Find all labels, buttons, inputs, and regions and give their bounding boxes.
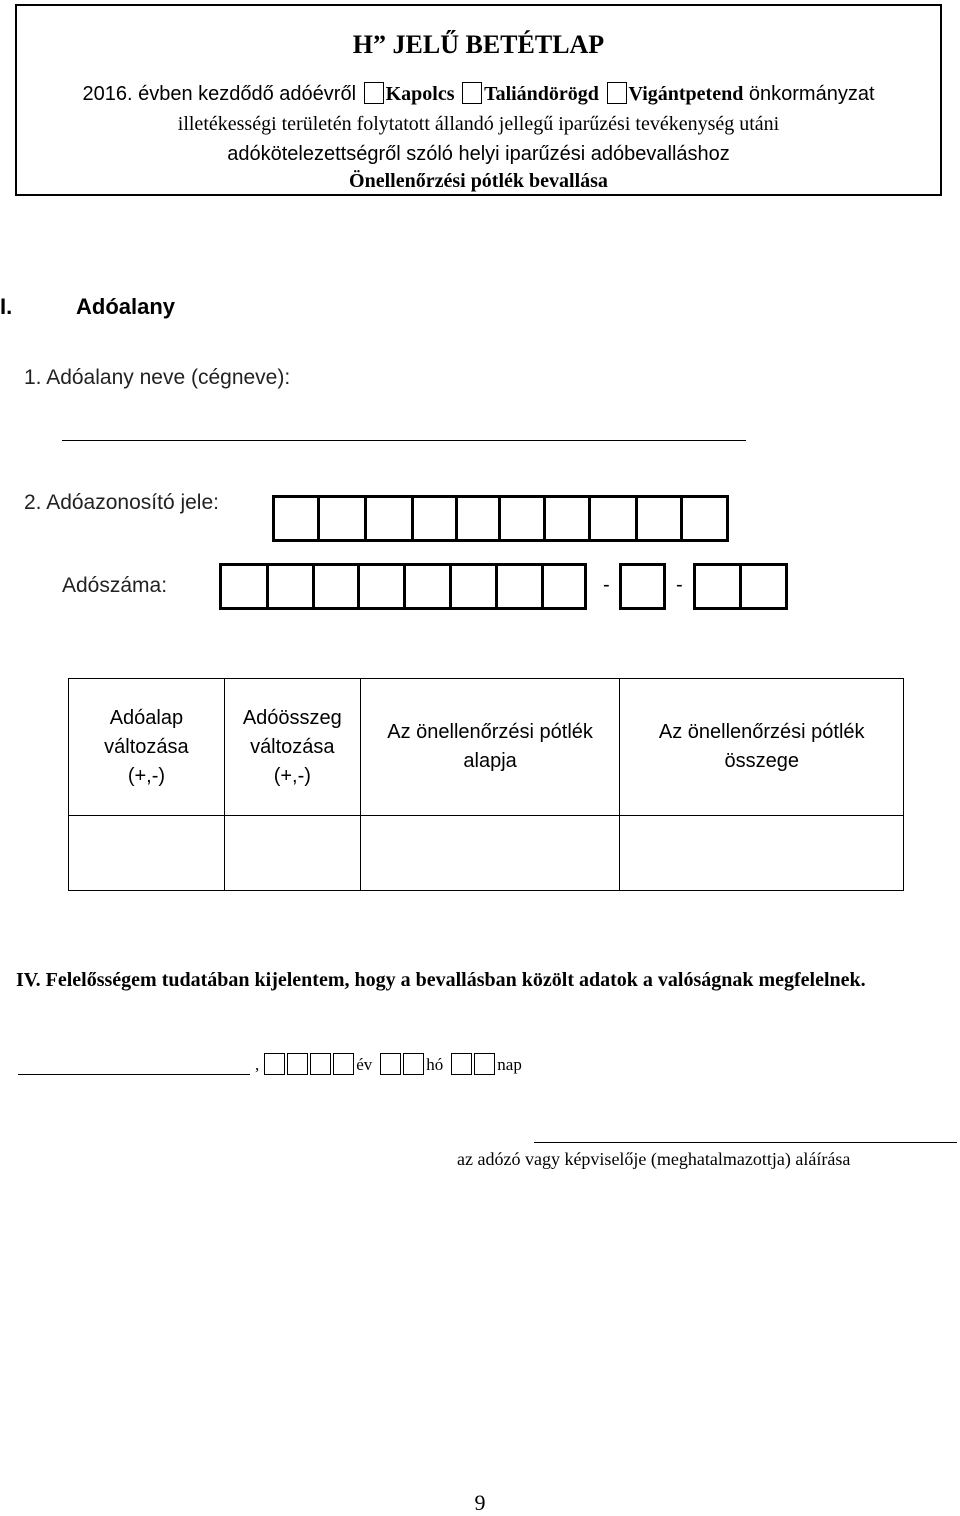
header-subtitle: Önellenőrzési pótlék bevallása	[349, 170, 608, 192]
declaration-text: Felelősségem tudatában kijelentem, hogy a bevallásban közölt adatok a valóságnak megfelelnek.	[45, 969, 866, 991]
tax-number-box[interactable]	[403, 563, 452, 610]
taxpayer-name-line[interactable]	[62, 440, 746, 441]
tax-number-box[interactable]	[219, 563, 269, 610]
tax-number-main-boxes[interactable]	[219, 563, 584, 610]
tax-number-box[interactable]	[541, 563, 587, 610]
option-kapolcs: Kapolcs	[385, 83, 455, 105]
place-line[interactable]	[18, 1052, 250, 1075]
cell-tax-amount-change[interactable]	[224, 816, 360, 891]
day-digit-box[interactable]	[474, 1053, 495, 1075]
year-digit-box[interactable]	[333, 1053, 354, 1075]
tax-number-box[interactable]	[357, 563, 406, 610]
tax-number-box[interactable]	[312, 563, 360, 610]
option-vigantpetend: Vigántpetend	[628, 83, 744, 105]
signature-caption: az adózó vagy képviselője (meghatalmazottja) aláírása	[457, 1149, 851, 1169]
declaration	[16, 966, 916, 994]
table-header-row	[69, 679, 904, 816]
day-label: nap	[497, 1055, 522, 1074]
tax-number-vat-box[interactable]	[619, 563, 663, 610]
date-comma: ,	[255, 1055, 260, 1074]
header-tax-amount-change: Adóösszeg változása (+,-)	[224, 679, 360, 816]
tax-id-box[interactable]	[317, 495, 367, 542]
day-digit-box[interactable]	[451, 1053, 472, 1075]
tax-number-box[interactable]	[495, 563, 544, 610]
tax-number-box[interactable]	[266, 563, 315, 610]
checkbox-taliandorogd[interactable]	[462, 82, 482, 104]
tax-id-box[interactable]	[635, 495, 683, 542]
year-digit-box[interactable]	[310, 1053, 331, 1075]
header-line-year	[17, 82, 940, 106]
section-title: Adóalany	[76, 294, 176, 319]
cell-surcharge-base[interactable]	[360, 816, 620, 891]
header-year-suffix: önkormányzat	[748, 83, 875, 105]
month-digit-box[interactable]	[403, 1053, 424, 1075]
month-label: hó	[426, 1055, 444, 1074]
table-row	[69, 816, 904, 891]
tax-number-dash: -	[676, 574, 683, 596]
tax-id-boxes[interactable]	[272, 495, 726, 542]
tax-id-box[interactable]	[272, 495, 320, 542]
header-line-3: adókötelezettségről szóló helyi iparűzési adóbevalláshoz	[227, 143, 730, 165]
header-surcharge-base: Az önellenőrzési pótlék alapja	[360, 679, 620, 816]
year-digit-box[interactable]	[264, 1053, 285, 1075]
year-label: év	[356, 1055, 373, 1074]
option-taliandorogd: Taliándörögd	[484, 83, 599, 105]
section-number: I.	[0, 294, 13, 319]
cell-surcharge-amount[interactable]	[620, 816, 904, 891]
taxpayer-name-label: 1. Adóalany neve (cégneve):	[24, 366, 291, 389]
header-line-2: illetékességi területén folytatott állandó jellegű iparűzési tevékenység utáni	[177, 113, 780, 135]
tax-number-county-boxes[interactable]	[693, 563, 785, 610]
tax-number-dash: -	[603, 574, 610, 596]
page-number: 9	[474, 1490, 486, 1515]
tax-number-box[interactable]	[693, 563, 742, 610]
date-row	[18, 1052, 522, 1076]
form-title: H” JELŰ BETÉTLAP	[352, 30, 605, 59]
checkbox-kapolcs[interactable]	[364, 82, 384, 104]
tax-number-label: Adószáma:	[62, 574, 168, 597]
tax-id-box[interactable]	[364, 495, 414, 542]
month-digit-box[interactable]	[380, 1053, 401, 1075]
surcharge-table	[68, 678, 904, 891]
header-tax-base-change: Adóalap változása (+,-)	[69, 679, 225, 816]
header-year-prefix: 2016. évben kezdődő adóévről	[82, 83, 357, 105]
tax-number-box[interactable]	[739, 563, 788, 610]
year-digit-box[interactable]	[287, 1053, 308, 1075]
declaration-number: IV.	[16, 969, 41, 991]
tax-id-label: 2. Adóazonosító jele:	[24, 491, 219, 514]
tax-id-box[interactable]	[543, 495, 591, 542]
tax-id-box[interactable]	[680, 495, 729, 542]
tax-number-box[interactable]	[449, 563, 498, 610]
header-box	[15, 4, 942, 196]
tax-id-box[interactable]	[455, 495, 501, 542]
tax-id-box[interactable]	[411, 495, 458, 542]
tax-id-box[interactable]	[588, 495, 638, 542]
checkbox-vigantpetend[interactable]	[607, 82, 627, 104]
tax-number-box[interactable]	[619, 563, 666, 610]
header-surcharge-amount: Az önellenőrzési pótlék összege	[620, 679, 904, 816]
cell-tax-base-change[interactable]	[69, 816, 225, 891]
signature-line[interactable]	[534, 1142, 957, 1143]
tax-id-box[interactable]	[498, 495, 546, 542]
